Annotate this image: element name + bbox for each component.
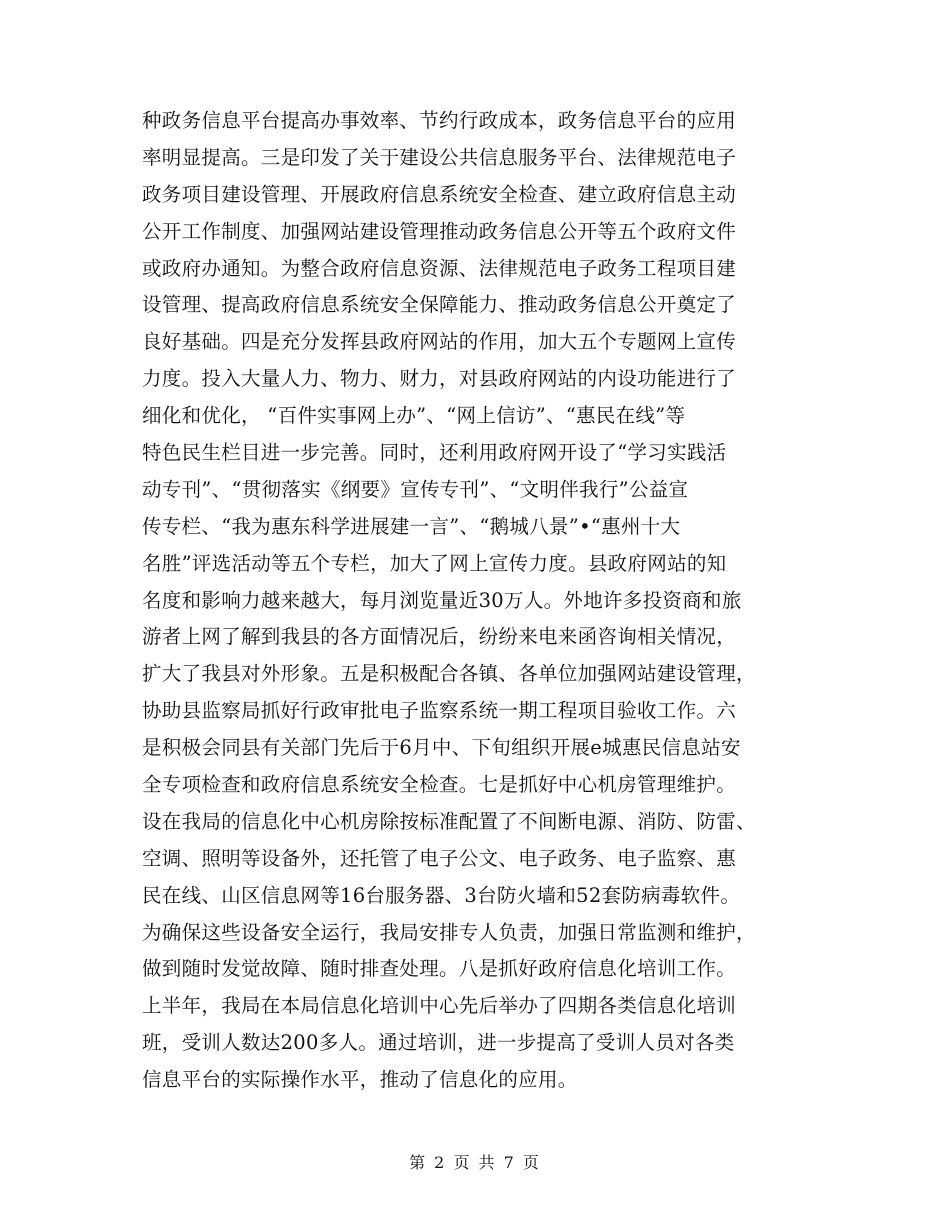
- text-line: 特色民生栏目进一步完善。同时，还利用政府网开设了“学习实践活: [142, 441, 727, 465]
- text-line: 做到随时发觉故障、随时排查处理。八是抓好政府信息化培训工作。: [142, 957, 737, 981]
- text-line: 全专项检查和政府信息系统安全检查。七是抓好中心机房管理维护。: [142, 773, 737, 797]
- text-line: 信息平台的实际操作水平，推动了信息化的应用。: [142, 1068, 578, 1092]
- text-line: 协助县监察局抓好行政审批电子监察系统一期工程项目验收工作。六: [142, 699, 737, 723]
- text-line: 民在线、山区信息网等16台服务器、3台防火墙和52套防病毒软件。: [142, 883, 741, 907]
- text-line: 传专栏、“我为惠东科学进展建一言”、“鹅城八景”•“惠州十大: [142, 514, 681, 538]
- text-line: 细化和优化， “百件实事网上办”、“网上信访”、“惠民在线”等: [142, 404, 686, 428]
- text-line: 动专刊”、“贯彻落实《纲要》宣传专刊”、“文明伴我行”公益宣: [142, 477, 689, 501]
- text-line: 是积极会同县有关部门先后于6月中、下旬组织开展e城惠民信息站安: [142, 736, 741, 760]
- text-line: 或政府办通知。为整合政府信息资源、法律规范电子政务工程项目建: [142, 256, 737, 280]
- text-line: 扩大了我县对外形象。五是积极配合各镇、各单位加强网站建设管理，: [142, 662, 756, 686]
- text-line: 设在我局的信息化中心机房除按标准配置了不间断电源、消防、防雷、: [142, 809, 756, 833]
- text-line: 设管理、提高政府信息系统安全保障能力、推动政务信息公开奠定了: [142, 293, 737, 317]
- text-line: 种政务信息平台提高办事效率、节约行政成本，政务信息平台的应用: [142, 109, 737, 132]
- page-footer: 第 2 页 共 7 页: [409, 1153, 541, 1172]
- text-line: 名度和影响力越来越大，每月浏览量近30万人。外地许多投资商和旅: [142, 588, 742, 612]
- text-line: 良好基础。四是充分发挥县政府网站的作用，加大五个专题网上宣传: [142, 330, 737, 354]
- text-line: 名胜”评选活动等五个专栏，加大了网上宣传力度。县政府网站的知: [142, 551, 727, 575]
- text-line: 上半年，我局在本局信息化培训中心先后举办了四期各类信息化培训: [142, 994, 737, 1018]
- text-line: 力度。投入大量人力、物力、财力，对县政府网站的内设功能进行了: [142, 367, 737, 391]
- text-line: 为确保这些设备安全运行，我局安排专人负责，加强日常监测和维护，: [142, 920, 756, 944]
- body-text: [142, 103, 812, 1099]
- text-line: 游者上网了解到我县的各方面情况后，纷纷来电来函咨询相关情况，: [142, 625, 737, 649]
- text-line: 公开工作制度、加强网站建设管理推动政务信息公开等五个政府文件: [142, 219, 737, 243]
- text-line: 空调、照明等设备外，还托管了电子公文、电子政务、电子监察、惠: [142, 846, 737, 870]
- text-line: 政务项目建设管理、开展政府信息系统安全检查、建立政府信息主动: [142, 182, 737, 206]
- text-line: 率明显提高。三是印发了关于建设公共信息服务平台、法律规范电子: [142, 145, 737, 169]
- text-line: 班，受训人数达200多人。通过培训，进一步提高了受训人员对各类: [142, 1031, 735, 1055]
